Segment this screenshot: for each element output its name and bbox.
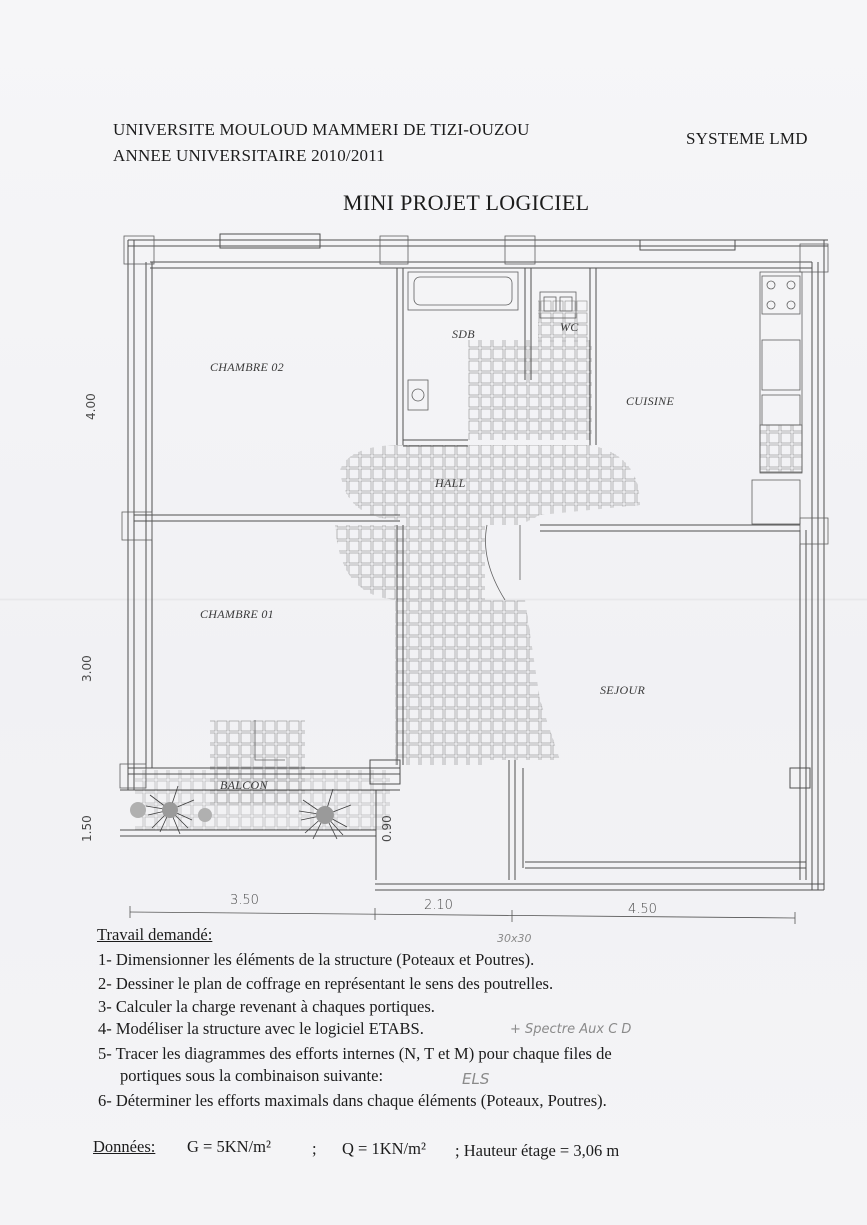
donnees-label: Données: bbox=[93, 1137, 156, 1156]
university-name: UNIVERSITE MOULOUD MAMMERI DE TIZI-OUZOU bbox=[113, 120, 530, 139]
task-item-3: 3- Calculer la charge revenant à chaques portiques. bbox=[98, 997, 435, 1016]
room-label-hall: HALL bbox=[435, 476, 466, 490]
dimension-vertical-1: 4.00 bbox=[84, 393, 98, 420]
task-item-1: 1- Dimensionner les éléments de la structure (Poteaux et Poutres). bbox=[98, 950, 535, 969]
tiled-floor bbox=[135, 300, 640, 830]
academic-year: ANNEE UNIVERSITAIRE 2010/2011 bbox=[113, 146, 386, 165]
tasks-heading: Travail demandé: bbox=[97, 925, 213, 944]
donnees-q: Q = 1KN/m² bbox=[342, 1139, 426, 1158]
dimension-balcon-depth: 0.90 bbox=[380, 815, 394, 842]
room-label-chambre-01: CHAMBRE 01 bbox=[200, 607, 274, 621]
dimension-horizontal-3: 4.50 bbox=[628, 902, 657, 917]
donnees-g: G = 5KN/m² bbox=[187, 1137, 271, 1156]
room-label-sdb: SDB bbox=[452, 327, 475, 341]
handnote-task-4: + Spectre Aux C D bbox=[510, 1022, 632, 1037]
room-label-wc: WC bbox=[560, 320, 579, 334]
system-label: SYSTEME LMD bbox=[686, 129, 808, 148]
dimension-horizontal-1: 3.50 bbox=[230, 893, 259, 908]
page-title: MINI PROJET LOGICIEL bbox=[343, 190, 590, 215]
handnote-els: ELS bbox=[462, 1070, 490, 1088]
room-label-balcon: BALCON bbox=[220, 778, 268, 792]
room-label-chambre-02: CHAMBRE 02 bbox=[210, 360, 284, 374]
dimension-vertical-2: 3.00 bbox=[80, 655, 94, 682]
dimension-vertical-3: 1.50 bbox=[80, 815, 94, 842]
dimension-lines bbox=[130, 906, 795, 924]
task-item-4: 4- Modéliser la structure avec le logiciel ETABS. bbox=[98, 1019, 424, 1038]
room-label-cuisine: CUISINE bbox=[626, 394, 675, 408]
task-item-5-cont: portiques sous la combinaison suivante: bbox=[120, 1066, 384, 1085]
task-item-5: 5- Tracer les diagrammes des efforts internes (N, T et M) pour chaque files de bbox=[98, 1044, 612, 1063]
room-label-sejour: SEJOUR bbox=[600, 683, 646, 697]
donnees-hauteur: ; Hauteur étage = 3,06 m bbox=[455, 1141, 620, 1160]
task-item-6: 6- Déterminer les efforts maximals dans chaque éléments (Poteaux, Poutres). bbox=[98, 1091, 607, 1110]
dimension-horizontal-2: 2.10 bbox=[424, 898, 453, 913]
task-item-2: 2- Dessiner le plan de coffrage en représentant le sens des poutrelles. bbox=[98, 974, 554, 993]
donnees-separator: ; bbox=[312, 1139, 317, 1158]
handnote-30x30: 30x30 bbox=[497, 932, 532, 945]
